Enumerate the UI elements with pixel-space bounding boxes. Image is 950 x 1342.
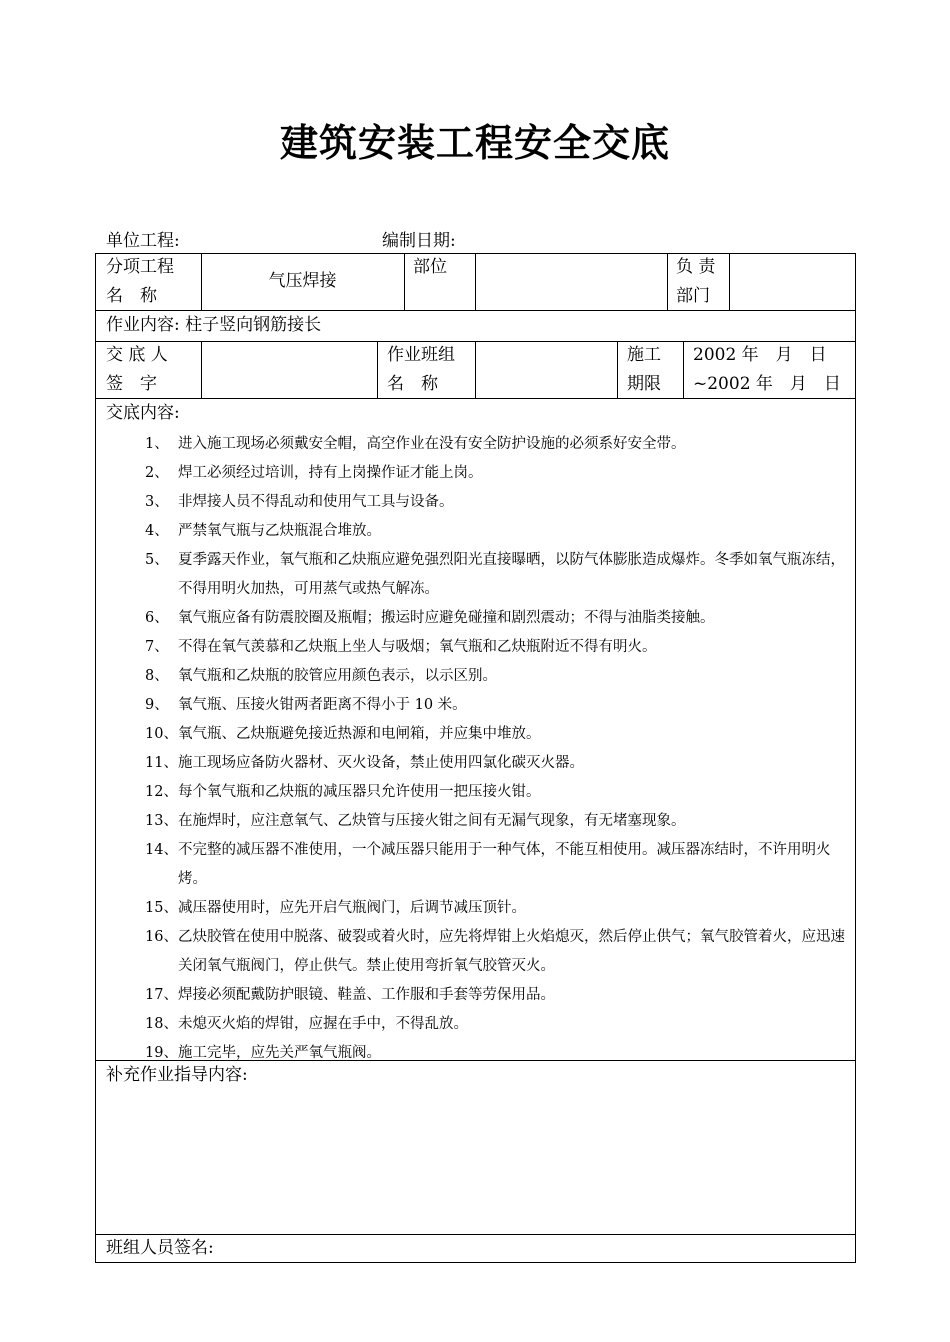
item-number: 4、 (145, 523, 169, 539)
team-label-1: 作业班组 (387, 345, 455, 365)
team-label-2: 名 称 (387, 374, 438, 394)
period-label-1: 施工 (627, 345, 661, 365)
item-number: 16、 (145, 929, 178, 945)
supplement-content-area[interactable] (106, 1092, 846, 1227)
item-text: 夏季露天作业，氧气瓶和乙炔瓶应避免强烈阳光直接曝晒，以防气体膨胀造成爆炸。冬季如氧气瓶冻结，不得用明火加热，可用蒸气或热气解冻。 (178, 552, 845, 597)
item-number: 10、 (145, 726, 178, 742)
list-item (145, 807, 850, 836)
list-item (145, 691, 850, 720)
item-number: 2、 (145, 465, 169, 481)
list-item (145, 923, 850, 981)
item-number: 5、 (145, 552, 169, 568)
period-label-2: 期限 (627, 374, 661, 394)
list-item (145, 749, 850, 778)
item-text: 氧气瓶、乙炔瓶避免接近热源和电闸箱，并应集中堆放。 (178, 726, 541, 742)
item-text: 不得在氧气羡慕和乙炔瓶上坐人与吸烟；氧气瓶和乙炔瓶附近不得有明火。 (178, 639, 657, 655)
document-title: 建筑安装工程安全交底 (279, 120, 670, 165)
col-divider (475, 341, 476, 398)
item-number: 8、 (145, 668, 169, 684)
responsible-dept-label-1: 负 责 (676, 257, 716, 277)
item-number: 13、 (145, 813, 178, 829)
item-number: 15、 (145, 900, 178, 916)
item-text: 不完整的减压器不准使用，一个减压器只能用于一种气体，不能互相使用。减压器冻结时，不许用明火烤。 (178, 842, 831, 887)
item-text: 未熄灭火焰的焊钳，应握在手中，不得乱放。 (178, 1016, 468, 1032)
list-item (145, 604, 850, 633)
item-text: 施工现场应备防火器材、灭火设备，禁止使用四氯化碳灭火器。 (178, 755, 584, 771)
item-text: 在施焊时，应注意氧气、乙炔管与压接火钳之间有无漏气现象，有无堵塞现象。 (178, 813, 686, 829)
col-divider (617, 341, 618, 398)
part-label: 部位 (413, 257, 447, 277)
list-item (145, 633, 850, 662)
col-divider (667, 253, 668, 310)
signer-label-2: 签 字 (106, 374, 157, 394)
sub-project-label-2: 名 称 (106, 286, 157, 306)
item-number: 7、 (145, 639, 169, 655)
list-item (145, 778, 850, 807)
list-item (145, 1039, 850, 1068)
col-divider (729, 253, 730, 310)
item-text: 氧气瓶和乙炔瓶的胶管应用颜色表示，以示区别。 (178, 668, 497, 684)
item-text: 焊工必须经过培训，持有上岗操作证才能上岗。 (178, 465, 483, 481)
list-item (145, 546, 850, 604)
item-text: 进入施工现场必须戴安全帽，高空作业在没有安全防护设施的必须系好安全带。 (178, 436, 686, 452)
briefing-items-list (145, 430, 850, 1068)
item-text: 氧气瓶应备有防震胶圈及瓶帽；搬运时应避免碰撞和剧烈震动；不得与油脂类接触。 (178, 610, 715, 626)
item-number: 18、 (145, 1016, 178, 1032)
list-item (145, 517, 850, 546)
item-number: 17、 (145, 987, 178, 1003)
list-item (145, 459, 850, 488)
item-text: 乙炔胶管在使用中脱落、破裂或着火时，应先将焊钳上火焰熄灭，然后停止供气；氧气胶管着火，应迅速关闭氧气瓶阀门，停止供气。禁止使用弯折氧气胶管灭火。 (178, 929, 845, 974)
period-value-start: 2002 年 月 日 (693, 345, 827, 365)
compile-date-label: 编制日期: (382, 231, 456, 251)
list-item (145, 662, 850, 691)
list-item (145, 1010, 850, 1039)
col-divider (377, 341, 378, 398)
item-number: 11、 (145, 755, 178, 771)
list-item (145, 894, 850, 923)
work-content: 作业内容: 柱子竖向钢筋接长 (106, 315, 322, 335)
item-number: 6、 (145, 610, 169, 626)
period-value-end: ~2002 年 月 日 (693, 374, 841, 394)
responsible-dept-label-2: 部门 (676, 286, 710, 306)
col-divider (201, 341, 202, 398)
item-text: 非焊接人员不得乱动和使用气工具与设备。 (178, 494, 454, 510)
item-number: 1、 (145, 436, 169, 452)
sub-project-value: 气压焊接 (268, 271, 337, 291)
item-text: 每个氧气瓶和乙炔瓶的减压器只允许使用一把压接火钳。 (178, 784, 541, 800)
col-divider (475, 253, 476, 310)
item-text: 氧气瓶、压接火钳两者距离不得小于 10 米。 (178, 697, 467, 713)
col-divider (683, 341, 684, 398)
item-number: 12、 (145, 784, 178, 800)
item-number: 14、 (145, 842, 178, 858)
unit-project-label: 单位工程: (106, 231, 180, 251)
item-number: 3、 (145, 494, 169, 510)
team-signature-label: 班组人员签名: (106, 1238, 214, 1258)
list-item (145, 430, 850, 459)
list-item (145, 981, 850, 1010)
list-item (145, 488, 850, 517)
item-text: 严禁氧气瓶与乙炔瓶混合堆放。 (178, 523, 381, 539)
item-text: 施工完毕，应先关严氧气瓶阀。 (178, 1045, 381, 1061)
supplement-heading: 补充作业指导内容: (106, 1065, 248, 1085)
col-divider (404, 253, 405, 310)
list-item (145, 836, 850, 894)
sub-project-label-1: 分项工程 (106, 257, 174, 277)
item-text: 减压器使用时，应先开启气瓶阀门，后调节减压顶针。 (178, 900, 526, 916)
item-number: 9、 (145, 697, 169, 713)
content-heading: 交底内容: (106, 403, 180, 423)
item-text: 焊接必须配戴防护眼镜、鞋盖、工作服和手套等劳保用品。 (178, 987, 555, 1003)
item-number: 19、 (145, 1045, 178, 1061)
list-item (145, 720, 850, 749)
signer-label-1: 交 底 人 (106, 345, 168, 365)
